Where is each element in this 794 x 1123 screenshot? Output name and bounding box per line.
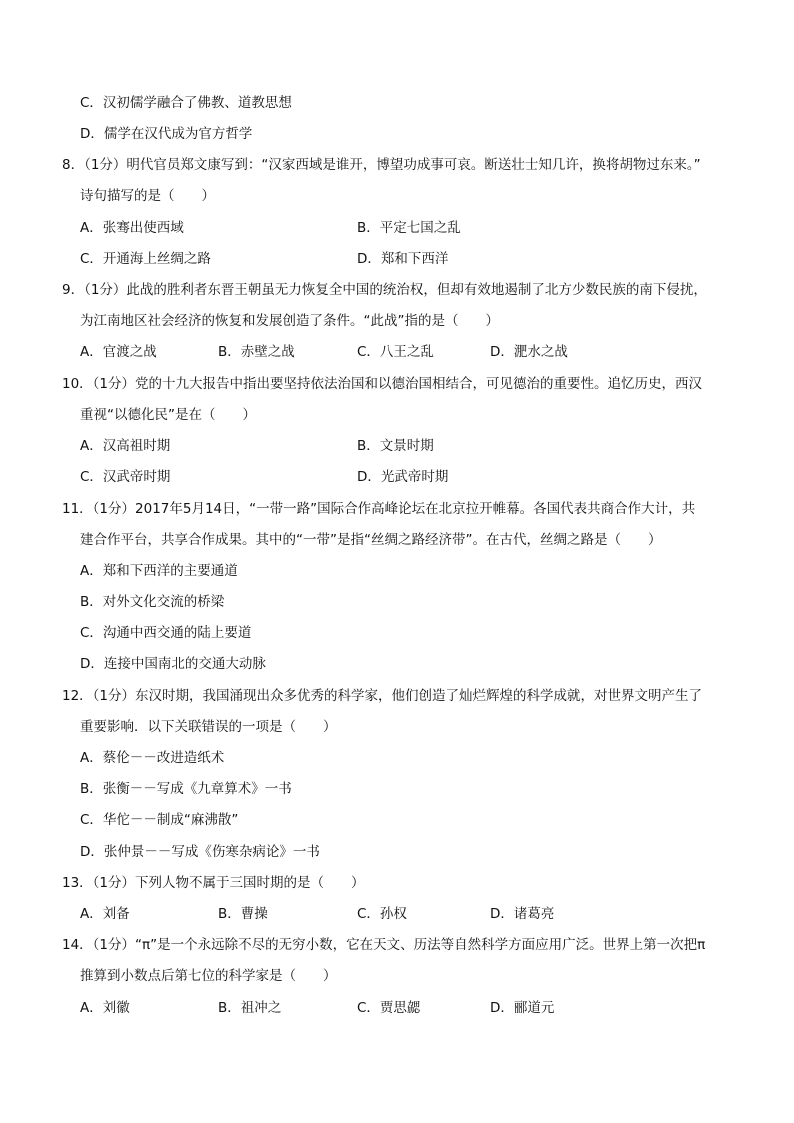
q7-option-c: C．汉初儒学融合了佛教、道教思想 — [80, 95, 292, 111]
q14-stem-line-2: 推算到小数点后第七位的科学家是（ ） — [80, 968, 337, 984]
q10-option-a: A．汉高祖时期 — [80, 438, 171, 454]
q12-option-c: C．华佗－－制成“麻沸散” — [80, 812, 239, 828]
q11-option-a: A．郑和下西洋的主要通道 — [80, 563, 238, 579]
q9-stem-line-2: 为江南地区社会经济的恢复和发展创造了条件。“此战”指的是（ ） — [80, 313, 499, 329]
q12-stem-line-1: 12．（1分）东汉时期，我国涌现出众多优秀的科学家，他们创造了灿烂辉煌的科学成就，对世界文明产生了 — [62, 688, 703, 704]
q9-option-c: C．八王之乱 — [357, 344, 434, 360]
q13-option-d: D．诸葛亮 — [490, 906, 555, 922]
q11-option-c: C．沟通中西交通的陆上要道 — [80, 625, 252, 641]
q13-option-a: A．刘备 — [80, 906, 130, 922]
q8-option-b: B．平定七国之乱 — [357, 220, 461, 236]
q12-option-d: D．张仲景－－写成《伤寒杂病论》一书 — [80, 844, 320, 860]
q10-option-d: D．光武帝时期 — [357, 469, 449, 485]
q8-option-c: C．开通海上丝绸之路 — [80, 251, 211, 267]
q12-stem-line-2: 重要影响．以下关联错误的一项是（ ） — [80, 719, 337, 735]
q13-option-c: C．孙权 — [357, 906, 407, 922]
q10-stem-line-2: 重视“以德化民”是在（ ） — [80, 407, 256, 423]
q11-stem-line-2: 建合作平台，共享合作成果。其中的“一带”是指“丝绸之路经济带”。在古代，丝绸之路是（ ） — [80, 532, 662, 548]
q11-option-b: B．对外文化交流的桥梁 — [80, 594, 225, 610]
q13-option-b: B．曹操 — [218, 906, 268, 922]
q11-option-d: D．连接中国南北的交通大动脉 — [80, 656, 266, 672]
q12-option-a: A．蔡伦－－改进造纸术 — [80, 750, 225, 766]
q14-option-d: D．郦道元 — [490, 1000, 555, 1016]
q10-option-b: B．文景时期 — [357, 438, 434, 454]
q8-option-a: A．张骞出使西域 — [80, 220, 184, 236]
q8-option-d: D．郑和下西洋 — [357, 251, 449, 267]
q10-option-c: C．汉武帝时期 — [80, 469, 171, 485]
q13-stem-line-1: 13．（1分）下列人物不属于三国时期的是（ ） — [62, 875, 365, 891]
q14-option-a: A．刘徽 — [80, 1000, 130, 1016]
q14-stem-line-1: 14．（1分）“π”是一个永远除不尽的无穷小数，它在天文、历法等自然科学方面应用广泛。世界上第一次把π — [62, 937, 706, 953]
q14-option-c: C．贾思勰 — [357, 1000, 421, 1016]
q9-option-d: D．淝水之战 — [490, 344, 568, 360]
q12-option-b: B．张衡－－写成《九章算术》一书 — [80, 781, 292, 797]
q14-option-b: B．祖冲之 — [218, 1000, 282, 1016]
q11-stem-line-1: 11．（1分）2017年5月14日，“一带一路”国际合作高峰论坛在北京拉开帷幕。各国代表共商合作大计，共 — [62, 501, 696, 517]
q8-stem-line-1: 8．（1分）明代官员郑文康写到：“汉家西域是谁开，博望功成事可哀。断送壮士知几许，换将胡物过东来。” — [62, 157, 701, 173]
q10-stem-line-1: 10．（1分）党的十九大报告中指出要坚持依法治国和以德治国相结合，可见德治的重要性。追忆历史，西汉 — [62, 376, 703, 392]
q9-option-b: B．赤壁之战 — [218, 344, 295, 360]
q9-option-a: A．官渡之战 — [80, 344, 157, 360]
q7-option-d: D．儒学在汉代成为官方哲学 — [80, 126, 253, 142]
q9-stem-line-1: 9．（1分）此战的胜利者东晋王朝虽无力恢复全中国的统治权，但却有效地遏制了北方少数民族的南下侵扰， — [62, 282, 707, 298]
q8-stem-line-2: 诗句描写的是（ ） — [80, 188, 215, 204]
